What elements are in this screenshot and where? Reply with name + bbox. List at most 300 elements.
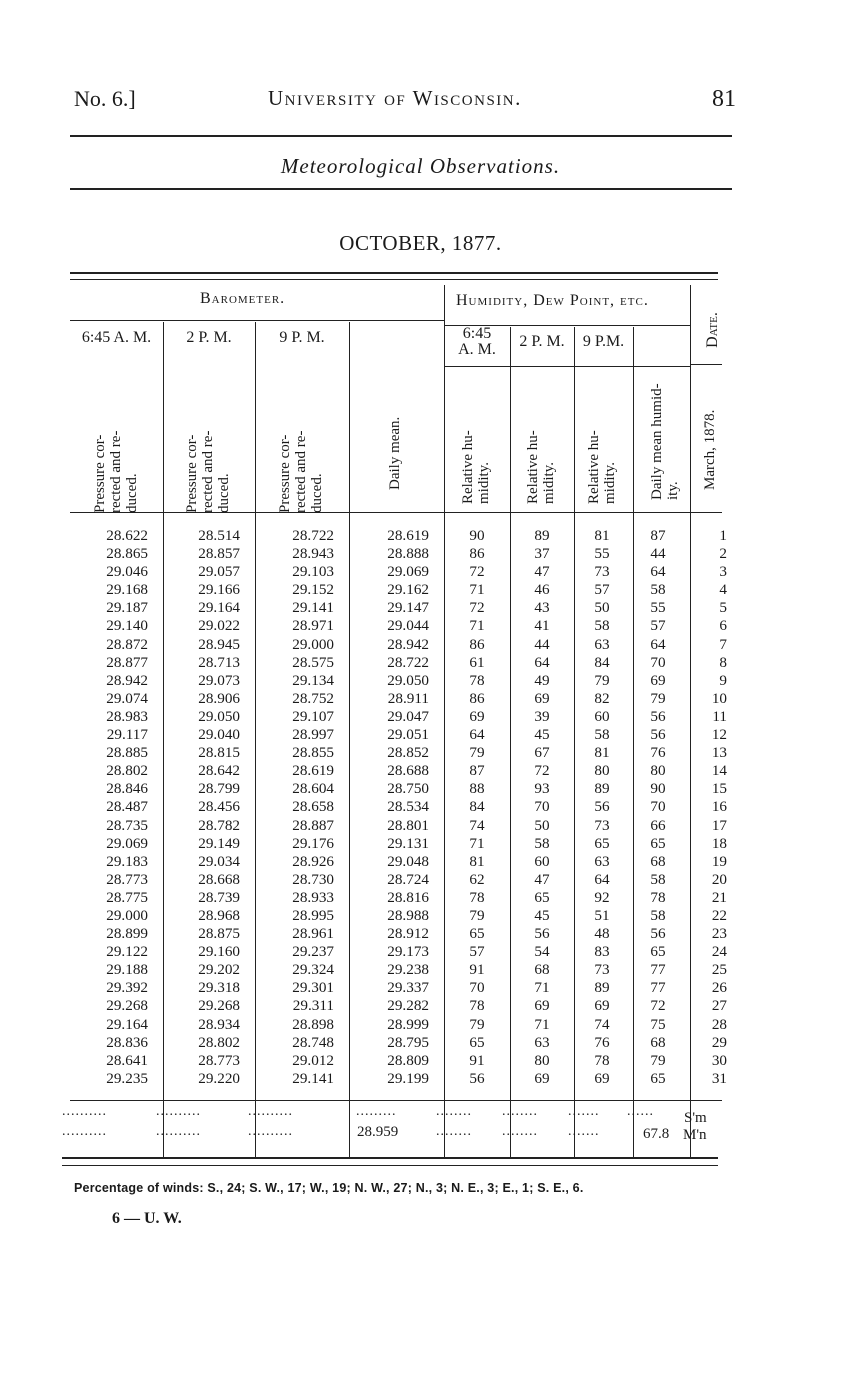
cell-date: 28 (711, 1015, 727, 1033)
cell-humidity-daily-mean: 77 (650, 961, 666, 979)
cell-humidity-0645: 86 (469, 635, 485, 653)
cell-date: 20 (711, 870, 727, 888)
cell-humidity-daily-mean: 65 (650, 834, 666, 852)
cell-pressure-daily-mean: 28.534 (387, 798, 429, 816)
cell-humidity-9pm: 50 (594, 599, 610, 617)
cell-humidity-0645: 71 (469, 617, 485, 635)
cell-pressure-9pm: 29.141 (292, 1069, 334, 1087)
cell-humidity-0645: 69 (469, 707, 485, 725)
cell-humidity-daily-mean: 65 (650, 943, 666, 961)
cell-pressure-daily-mean: 29.173 (387, 943, 429, 961)
column-humidity-mean (638, 527, 678, 1088)
cell-pressure-0645: 28.885 (106, 744, 148, 762)
cell-pressure-daily-mean: 28.809 (387, 1051, 429, 1069)
cell-date: 26 (711, 979, 727, 997)
cell-pressure-2pm: 28.739 (198, 888, 240, 906)
cell-pressure-9pm: 29.012 (292, 1051, 334, 1069)
cell-date: 19 (711, 852, 727, 870)
sum-row-label: S'm (684, 1110, 707, 1126)
cell-humidity-daily-mean: 64 (650, 563, 666, 581)
cell-humidity-9pm: 73 (594, 816, 610, 834)
cell-pressure-daily-mean: 28.722 (387, 653, 429, 671)
cell-pressure-9pm: 28.730 (292, 870, 334, 888)
cell-pressure-9pm: 29.152 (292, 581, 334, 599)
cell-pressure-9pm: 29.134 (292, 671, 334, 689)
cell-date: 15 (711, 780, 727, 798)
cell-pressure-2pm: 28.642 (198, 762, 240, 780)
cell-date: 7 (719, 635, 727, 653)
cell-pressure-daily-mean: 29.069 (387, 563, 429, 581)
column-humidity-9pm (582, 527, 622, 1088)
col-desc-rel-humidity-9pm: Relative hu- midity. (586, 430, 618, 504)
cell-humidity-daily-mean: 87 (650, 527, 666, 544)
cell-humidity-2pm: 67 (534, 744, 550, 762)
cell-pressure-0645: 28.773 (106, 870, 148, 888)
cell-pressure-daily-mean: 29.048 (387, 852, 429, 870)
cell-pressure-9pm: 28.995 (292, 906, 334, 924)
page-number: 81 (712, 86, 736, 112)
cell-pressure-0645: 28.865 (106, 545, 148, 563)
cell-pressure-0645: 28.877 (106, 653, 148, 671)
cell-humidity-2pm: 71 (534, 1015, 550, 1033)
cell-humidity-daily-mean: 57 (650, 617, 666, 635)
cell-pressure-0645: 29.168 (106, 581, 148, 599)
cell-pressure-9pm: 28.997 (292, 726, 334, 744)
cell-humidity-2pm: 54 (534, 943, 550, 961)
cell-pressure-0645: 28.942 (106, 671, 148, 689)
cell-humidity-daily-mean: 44 (650, 545, 666, 563)
cell-pressure-daily-mean: 28.619 (387, 527, 429, 544)
cell-pressure-daily-mean: 28.801 (387, 816, 429, 834)
cell-humidity-daily-mean: 58 (650, 870, 666, 888)
cell-humidity-2pm: 44 (534, 635, 550, 653)
cell-pressure-0645: 29.235 (106, 1069, 148, 1087)
col-desc-pressure-0645: Pressure cor- rected and re- duced. (92, 430, 140, 513)
cell-humidity-daily-mean: 70 (650, 653, 666, 671)
cell-humidity-0645: 65 (469, 925, 485, 943)
cell-humidity-daily-mean: 79 (650, 1051, 666, 1069)
cell-date: 23 (711, 925, 727, 943)
cell-humidity-daily-mean: 68 (650, 1033, 666, 1051)
cell-pressure-2pm: 29.073 (198, 671, 240, 689)
cell-humidity-9pm: 82 (594, 689, 610, 707)
cell-pressure-9pm: 29.301 (292, 979, 334, 997)
cell-date: 2 (719, 545, 727, 563)
cell-humidity-9pm: 84 (594, 653, 610, 671)
cell-humidity-9pm: 55 (594, 545, 610, 563)
cell-pressure-daily-mean: 28.852 (387, 744, 429, 762)
cell-pressure-daily-mean: 29.337 (387, 979, 429, 997)
cell-pressure-2pm: 29.318 (198, 979, 240, 997)
cell-pressure-daily-mean: 28.912 (387, 925, 429, 943)
cell-pressure-9pm: 28.722 (292, 527, 334, 544)
cell-pressure-2pm: 29.220 (198, 1069, 240, 1087)
cell-date: 11 (712, 707, 727, 725)
cell-pressure-2pm: 29.268 (198, 997, 240, 1015)
cell-pressure-9pm: 28.898 (292, 1015, 334, 1033)
cell-pressure-2pm: 29.050 (198, 707, 240, 725)
col-desc-daily-mean-humidity: Daily mean humid- ity. (649, 383, 681, 500)
column-pressure-0645 (80, 527, 148, 1088)
cell-date: 10 (711, 689, 727, 707)
cell-humidity-daily-mean: 69 (650, 671, 666, 689)
cell-pressure-daily-mean: 29.050 (387, 671, 429, 689)
cell-humidity-9pm: 83 (594, 943, 610, 961)
pressure-monthly-mean: 28.959 (357, 1124, 399, 1140)
cell-humidity-9pm: 89 (594, 979, 610, 997)
column-pressure-2pm (172, 527, 240, 1088)
cell-pressure-2pm: 28.934 (198, 1015, 240, 1033)
cell-humidity-daily-mean: 76 (650, 744, 666, 762)
cell-pressure-0645: 28.802 (106, 762, 148, 780)
cell-humidity-2pm: 60 (534, 852, 550, 870)
cell-humidity-0645: 72 (469, 563, 485, 581)
cell-pressure-0645: 29.164 (106, 1015, 148, 1033)
cell-humidity-daily-mean: 65 (650, 1069, 666, 1087)
cell-pressure-daily-mean: 29.282 (387, 997, 429, 1015)
cell-humidity-0645: 78 (469, 888, 485, 906)
cell-humidity-daily-mean: 56 (650, 707, 666, 725)
cell-pressure-0645: 29.046 (106, 563, 148, 581)
cell-humidity-daily-mean: 55 (650, 599, 666, 617)
cell-humidity-2pm: 65 (534, 888, 550, 906)
cell-date: 6 (719, 617, 727, 635)
cell-humidity-2pm: 45 (534, 726, 550, 744)
cell-humidity-9pm: 89 (594, 780, 610, 798)
cell-humidity-2pm: 41 (534, 617, 550, 635)
cell-pressure-daily-mean: 29.199 (387, 1069, 429, 1087)
cell-pressure-9pm: 28.658 (292, 798, 334, 816)
cell-pressure-9pm: 28.933 (292, 888, 334, 906)
header-rule-top (70, 135, 732, 137)
cell-date: 29 (711, 1033, 727, 1051)
col-desc-daily-mean: Daily mean. (387, 416, 403, 490)
cell-humidity-2pm: 69 (534, 997, 550, 1015)
cell-humidity-0645: 84 (469, 798, 485, 816)
cell-date: 22 (711, 906, 727, 924)
cell-humidity-9pm: 92 (594, 888, 610, 906)
cell-pressure-2pm: 28.815 (198, 744, 240, 762)
cell-humidity-daily-mean: 70 (650, 798, 666, 816)
cell-humidity-9pm: 63 (594, 852, 610, 870)
col-time-2pm: 2 P. M. (186, 329, 232, 346)
cell-pressure-daily-mean: 28.942 (387, 635, 429, 653)
cell-pressure-0645: 28.836 (106, 1033, 148, 1051)
cell-pressure-2pm: 28.802 (198, 1033, 240, 1051)
cell-humidity-9pm: 63 (594, 635, 610, 653)
cell-pressure-9pm: 29.141 (292, 599, 334, 617)
cell-date: 17 (711, 816, 727, 834)
cell-humidity-2pm: 80 (534, 1051, 550, 1069)
header-rule-bottom (70, 188, 732, 190)
cell-humidity-0645: 90 (469, 527, 485, 544)
cell-humidity-0645: 78 (469, 671, 485, 689)
cell-humidity-2pm: 69 (534, 689, 550, 707)
cell-humidity-2pm: 72 (534, 762, 550, 780)
hum-col-time-2pm: 2 P. M. (519, 333, 565, 350)
cell-humidity-2pm: 63 (534, 1033, 550, 1051)
cell-date: 16 (711, 798, 727, 816)
cell-humidity-daily-mean: 90 (650, 780, 666, 798)
cell-humidity-0645: 65 (469, 1033, 485, 1051)
cell-pressure-0645: 29.187 (106, 599, 148, 617)
cell-humidity-2pm: 37 (534, 545, 550, 563)
cell-humidity-daily-mean: 58 (650, 581, 666, 599)
cell-humidity-2pm: 46 (534, 581, 550, 599)
cell-pressure-9pm: 29.107 (292, 707, 334, 725)
cell-date: 14 (711, 762, 727, 780)
cell-pressure-0645: 28.846 (106, 780, 148, 798)
cell-humidity-0645: 57 (469, 943, 485, 961)
cell-humidity-0645: 70 (469, 979, 485, 997)
cell-humidity-9pm: 73 (594, 961, 610, 979)
cell-pressure-2pm: 29.034 (198, 852, 240, 870)
cell-pressure-9pm: 28.619 (292, 762, 334, 780)
date-group-heading: Date. (704, 312, 721, 348)
cell-humidity-daily-mean: 64 (650, 635, 666, 653)
cell-humidity-0645: 71 (469, 581, 485, 599)
cell-pressure-9pm: 28.604 (292, 780, 334, 798)
cell-humidity-0645: 72 (469, 599, 485, 617)
mean-row-label: M'n (683, 1127, 707, 1143)
cell-pressure-9pm: 28.971 (292, 617, 334, 635)
cell-humidity-daily-mean: 77 (650, 979, 666, 997)
cell-humidity-0645: 87 (469, 762, 485, 780)
humidity-group-heading: Humidity, Dew Point, etc. (456, 292, 649, 309)
col-time-0645: 6:45 A. M. (81, 329, 152, 346)
cell-date: 31 (711, 1069, 727, 1087)
cell-pressure-daily-mean: 28.911 (387, 689, 429, 707)
cell-pressure-daily-mean: 28.688 (387, 762, 429, 780)
cell-humidity-2pm: 39 (534, 707, 550, 725)
cell-date: 24 (711, 943, 727, 961)
table-top-rule-inner (70, 279, 718, 280)
cell-pressure-0645: 29.188 (106, 961, 148, 979)
cell-pressure-0645: 28.735 (106, 816, 148, 834)
cell-humidity-0645: 64 (469, 726, 485, 744)
cell-humidity-9pm: 81 (594, 744, 610, 762)
cell-humidity-9pm: 48 (594, 925, 610, 943)
cell-pressure-2pm: 28.857 (198, 545, 240, 563)
cell-pressure-0645: 28.641 (106, 1051, 148, 1069)
table-month-heading: OCTOBER, 1877. (339, 231, 502, 255)
cell-humidity-daily-mean: 79 (650, 689, 666, 707)
cell-pressure-9pm: 28.943 (292, 545, 334, 563)
cell-humidity-9pm: 60 (594, 707, 610, 725)
cell-pressure-daily-mean: 29.238 (387, 961, 429, 979)
cell-pressure-2pm: 29.057 (198, 563, 240, 581)
cell-humidity-9pm: 79 (594, 671, 610, 689)
cell-pressure-2pm: 28.713 (198, 653, 240, 671)
cell-humidity-2pm: 64 (534, 653, 550, 671)
cell-pressure-daily-mean: 28.888 (387, 545, 429, 563)
cell-pressure-daily-mean: 28.999 (387, 1015, 429, 1033)
cell-date: 18 (711, 834, 727, 852)
cell-pressure-2pm: 29.149 (198, 834, 240, 852)
cell-date: 21 (711, 888, 727, 906)
cell-pressure-9pm: 29.311 (292, 997, 334, 1015)
cell-humidity-9pm: 78 (594, 1051, 610, 1069)
cell-humidity-9pm: 73 (594, 563, 610, 581)
cell-pressure-0645: 29.074 (106, 689, 148, 707)
cell-pressure-0645: 28.983 (106, 707, 148, 725)
column-dates (694, 527, 727, 1088)
cell-humidity-2pm: 69 (534, 1069, 550, 1087)
cell-humidity-2pm: 49 (534, 671, 550, 689)
cell-pressure-2pm: 29.160 (198, 943, 240, 961)
cell-humidity-0645: 71 (469, 834, 485, 852)
cell-date: 12 (711, 726, 727, 744)
cell-humidity-daily-mean: 58 (650, 906, 666, 924)
cell-humidity-2pm: 47 (534, 870, 550, 888)
cell-pressure-2pm: 28.799 (198, 780, 240, 798)
cell-humidity-daily-mean: 75 (650, 1015, 666, 1033)
cell-humidity-daily-mean: 56 (650, 925, 666, 943)
cell-date: 27 (711, 997, 727, 1015)
cell-pressure-0645: 29.140 (106, 617, 148, 635)
cell-pressure-9pm: 28.961 (292, 925, 334, 943)
cell-humidity-9pm: 65 (594, 834, 610, 852)
running-title: University of Wisconsin. (268, 86, 522, 110)
cell-pressure-9pm: 29.000 (292, 635, 334, 653)
cell-date: 13 (711, 744, 727, 762)
cell-date: 9 (719, 671, 727, 689)
cell-pressure-2pm: 28.906 (198, 689, 240, 707)
cell-pressure-9pm: 29.324 (292, 961, 334, 979)
cell-pressure-0645: 29.183 (106, 852, 148, 870)
cell-pressure-2pm: 29.166 (198, 581, 240, 599)
cell-pressure-daily-mean: 29.047 (387, 707, 429, 725)
cell-pressure-daily-mean: 29.162 (387, 581, 429, 599)
cell-pressure-daily-mean: 28.795 (387, 1033, 429, 1051)
cell-humidity-9pm: 58 (594, 617, 610, 635)
cell-humidity-0645: 91 (469, 1051, 485, 1069)
cell-pressure-2pm: 28.968 (198, 906, 240, 924)
cell-humidity-9pm: 74 (594, 1015, 610, 1033)
cell-pressure-2pm: 29.022 (198, 617, 240, 635)
cell-humidity-2pm: 68 (534, 961, 550, 979)
cell-humidity-2pm: 50 (534, 816, 550, 834)
cell-pressure-daily-mean: 28.724 (387, 870, 429, 888)
cell-pressure-9pm: 29.237 (292, 943, 334, 961)
cell-humidity-9pm: 81 (594, 527, 610, 544)
cell-pressure-9pm: 28.855 (292, 744, 334, 762)
cell-humidity-daily-mean: 56 (650, 726, 666, 744)
column-pressure-mean (361, 527, 429, 1088)
cell-pressure-2pm: 28.875 (198, 925, 240, 943)
cell-date: 4 (719, 581, 727, 599)
cell-humidity-9pm: 80 (594, 762, 610, 780)
cell-humidity-0645: 81 (469, 852, 485, 870)
cell-humidity-0645: 79 (469, 744, 485, 762)
hum-col-time-0645: 6:45 A. M. (458, 325, 496, 358)
column-humidity-2pm (520, 527, 564, 1088)
cell-pressure-9pm: 28.575 (292, 653, 334, 671)
cell-humidity-2pm: 89 (534, 527, 550, 544)
cell-pressure-2pm: 28.773 (198, 1051, 240, 1069)
cell-pressure-0645: 28.487 (106, 798, 148, 816)
cell-pressure-9pm: 29.103 (292, 563, 334, 581)
barometer-group-heading: Barometer. (200, 290, 286, 307)
col-desc-date: March, 1878. (702, 409, 718, 490)
column-humidity-0645 (455, 527, 499, 1088)
cell-date: 1 (719, 527, 727, 544)
cell-humidity-2pm: 47 (534, 563, 550, 581)
cell-humidity-9pm: 57 (594, 581, 610, 599)
cell-humidity-0645: 78 (469, 997, 485, 1015)
cell-pressure-2pm: 29.202 (198, 961, 240, 979)
cell-pressure-0645: 28.899 (106, 925, 148, 943)
cell-date: 25 (711, 961, 727, 979)
cell-humidity-0645: 62 (469, 870, 485, 888)
wind-percentages-note: Percentage of winds: S., 24; S. W., 17; W., 19; N. W., 27; N., 3; N. E., 3; E., 1; S. E., 6. (74, 1181, 584, 1195)
cell-pressure-9pm: 28.887 (292, 816, 334, 834)
table-bottom-rule (62, 1157, 718, 1159)
cell-pressure-0645: 29.268 (106, 997, 148, 1015)
cell-date: 3 (719, 563, 727, 581)
cell-humidity-0645: 61 (469, 653, 485, 671)
cell-pressure-daily-mean: 28.988 (387, 906, 429, 924)
section-subtitle: Meteorological Observations. (280, 154, 561, 178)
cell-pressure-0645: 29.069 (106, 834, 148, 852)
cell-pressure-0645: 29.122 (106, 943, 148, 961)
header-body-rule (70, 512, 722, 513)
cell-pressure-daily-mean: 29.131 (387, 834, 429, 852)
cell-humidity-0645: 79 (469, 906, 485, 924)
cell-pressure-2pm: 28.782 (198, 816, 240, 834)
cell-pressure-2pm: 29.164 (198, 599, 240, 617)
cell-humidity-2pm: 71 (534, 979, 550, 997)
cell-humidity-2pm: 70 (534, 798, 550, 816)
cell-humidity-daily-mean: 66 (650, 816, 666, 834)
cell-humidity-daily-mean: 78 (650, 888, 666, 906)
cell-pressure-daily-mean: 29.147 (387, 599, 429, 617)
cell-pressure-0645: 28.775 (106, 888, 148, 906)
cell-humidity-2pm: 58 (534, 834, 550, 852)
cell-humidity-daily-mean: 72 (650, 997, 666, 1015)
cell-date: 8 (719, 653, 727, 671)
cell-pressure-9pm: 28.752 (292, 689, 334, 707)
cell-pressure-2pm: 28.945 (198, 635, 240, 653)
col-desc-pressure-9pm: Pressure cor- rected and re- duced. (277, 430, 325, 513)
cell-pressure-2pm: 29.040 (198, 726, 240, 744)
cell-humidity-2pm: 45 (534, 906, 550, 924)
signature-mark: 6 — U. W. (112, 1210, 182, 1227)
cell-pressure-0645: 29.117 (106, 726, 148, 744)
hum-col-time-9pm: 9 P.M. (582, 333, 625, 350)
cell-pressure-daily-mean: 29.044 (387, 617, 429, 635)
cell-humidity-9pm: 76 (594, 1033, 610, 1051)
cell-pressure-2pm: 28.514 (198, 527, 240, 544)
col-desc-pressure-2pm: Pressure cor- rected and re- duced. (184, 430, 232, 513)
col-time-9pm: 9 P. M. (279, 329, 325, 346)
cell-humidity-daily-mean: 80 (650, 762, 666, 780)
col-desc-rel-humidity-2pm: Relative hu- midity. (525, 430, 557, 504)
cell-humidity-9pm: 58 (594, 726, 610, 744)
cell-pressure-0645: 28.622 (106, 527, 148, 544)
cell-pressure-0645: 29.392 (106, 979, 148, 997)
cell-humidity-9pm: 51 (594, 906, 610, 924)
cell-humidity-0645: 86 (469, 545, 485, 563)
cell-pressure-daily-mean: 28.816 (387, 888, 429, 906)
cell-pressure-daily-mean: 28.750 (387, 780, 429, 798)
col-desc-rel-humidity-0645: Relative hu- midity. (460, 430, 492, 504)
cell-pressure-9pm: 28.926 (292, 852, 334, 870)
cell-pressure-daily-mean: 29.051 (387, 726, 429, 744)
cell-humidity-2pm: 56 (534, 925, 550, 943)
cell-pressure-0645: 28.872 (106, 635, 148, 653)
cell-humidity-2pm: 43 (534, 599, 550, 617)
